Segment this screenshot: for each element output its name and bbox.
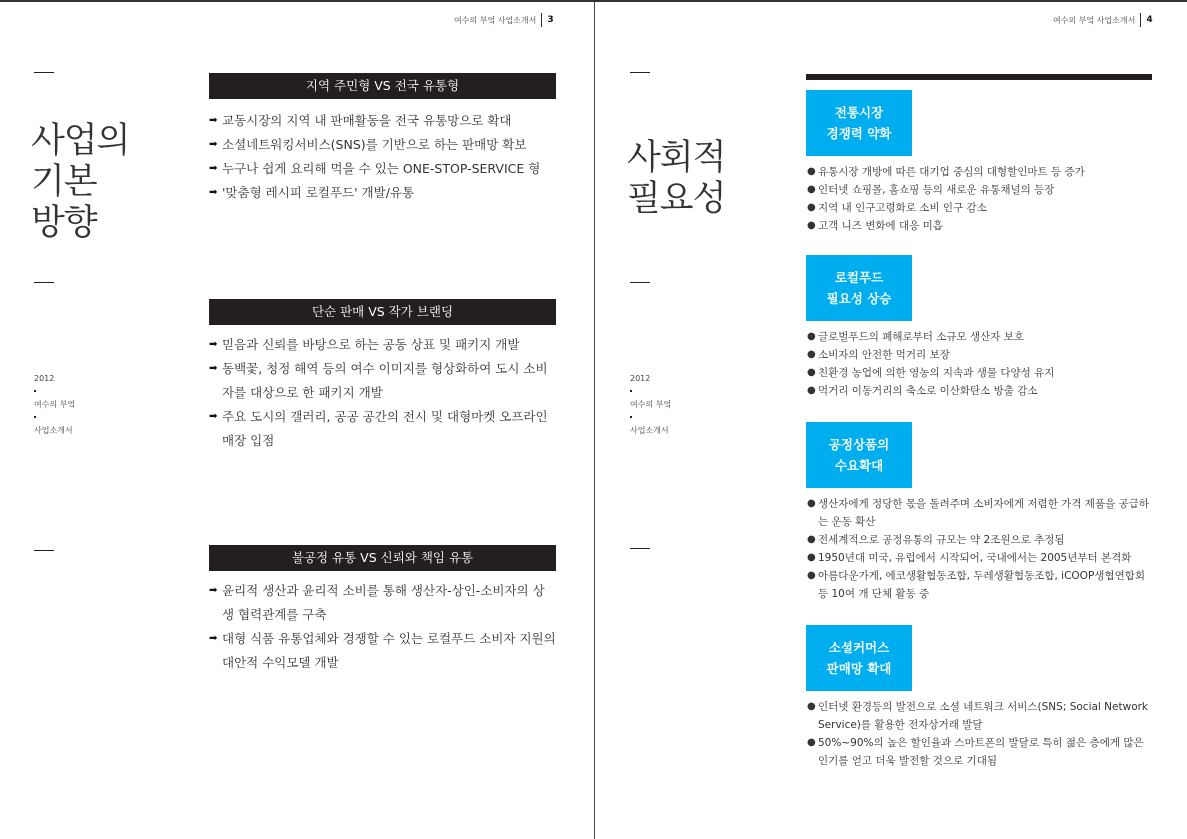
list-item: ➡ 대형 식품 유통업체와 경쟁할 수 있는 로컬푸드 소비자 지원의 대안적 수익모델 개발 bbox=[209, 627, 556, 675]
top-rule bbox=[0, 0, 594, 2]
section-heading-bar: 지역 주민형 VS 전국 유통형 bbox=[209, 73, 556, 99]
page-header bbox=[454, 13, 554, 27]
topic-box bbox=[806, 90, 912, 156]
bullet-icon: ● bbox=[807, 331, 816, 342]
arrow-icon: ➡ bbox=[209, 115, 218, 126]
bullet-icon: ● bbox=[807, 385, 816, 396]
topic-list bbox=[807, 328, 1152, 400]
meta-name: 여수의 부엌 bbox=[630, 400, 672, 409]
topic-box bbox=[806, 422, 912, 488]
bullet-icon: ● bbox=[807, 184, 816, 195]
list-item: ➡ '맞춤형 레시피 로컬푸드' 개발/유통 bbox=[209, 181, 556, 205]
top-rule bbox=[594, 0, 1187, 2]
arrow-icon: ➡ bbox=[209, 187, 218, 198]
list-item: ➡ 교동시장의 지역 내 판매활동을 전국 유통망으로 확대 bbox=[209, 109, 556, 133]
page-title: 사업의 기본 방향 bbox=[31, 121, 130, 243]
meta-dot bbox=[34, 390, 36, 392]
list-item: ➡ 윤리적 생산과 윤리적 소비를 통해 생산자-상인-소비자의 상생 협력관계를 구축 bbox=[209, 579, 556, 627]
bullet-icon: ● bbox=[807, 534, 816, 545]
section-dash bbox=[630, 282, 650, 283]
list-item: ● 아름다운가게, 에코생활협동조합, 두레생활협동조합, iCOOP생협연합회 등 10여 개 단체 활동 중 bbox=[807, 567, 1152, 603]
list-item: ● 먹거리 이동거리의 축소로 이산화탄소 방출 감소 bbox=[807, 382, 1152, 400]
section-heading-bar: 단순 판매 VS 작가 브랜딩 bbox=[209, 299, 556, 325]
top-black-bar bbox=[806, 74, 1152, 80]
meta-doc: 사업소개서 bbox=[34, 426, 73, 435]
section-heading-bar: 불공정 유통 VS 신뢰와 책임 유통 bbox=[209, 545, 556, 571]
bullet-icon: ● bbox=[807, 166, 816, 177]
arrow-icon: ➡ bbox=[209, 163, 218, 174]
topic-box-line: 경쟁력 약화 bbox=[826, 126, 892, 141]
meta-year: 2012 bbox=[630, 374, 651, 383]
section-list bbox=[209, 333, 556, 453]
topic-box-line: 소셜커머스 bbox=[828, 640, 890, 655]
header-text: 여수의 부엌 사업소개서 bbox=[454, 15, 537, 25]
section-dash bbox=[34, 282, 54, 283]
topic-list bbox=[807, 698, 1152, 770]
meta-year: 2012 bbox=[34, 374, 55, 383]
list-item: ● 유통시장 개방에 따른 대기업 중심의 대형할인마트 등 증가 bbox=[807, 163, 1152, 181]
list-item: ● 고객 니즈 변화에 대응 미흡 bbox=[807, 217, 1152, 235]
list-item: ● 인터넷 쇼핑몰, 홈쇼핑 등의 새로운 유통채널의 등장 bbox=[807, 181, 1152, 199]
list-item: ➡ 누구나 쉽게 요리해 먹을 수 있는 ONE-STOP-SERVICE 형 bbox=[209, 157, 556, 181]
meta-name: 여수의 부엌 bbox=[34, 400, 76, 409]
list-item: ● 1950년대 미국, 유럽에서 시작되어, 국내에서는 2005년부터 본격화 bbox=[807, 549, 1152, 567]
arrow-icon: ➡ bbox=[209, 411, 218, 422]
topic-box-line: 전통시장 bbox=[834, 105, 884, 120]
list-item: ➡ 동백꽃, 청정 해역 등의 여수 이미지를 형상화하여 도시 소비자를 대상으로 한 패키지 개발 bbox=[209, 357, 556, 405]
bullet-icon: ● bbox=[807, 367, 816, 378]
bullet-icon: ● bbox=[807, 552, 816, 563]
bullet-icon: ● bbox=[807, 737, 816, 748]
list-item: ● 50%~90%의 높은 할인율과 스마트폰의 발달로 특히 젊은 층에게 많은 인기를 얻고 더욱 발전할 것으로 기대됨 bbox=[807, 734, 1152, 770]
topic-list bbox=[807, 163, 1152, 235]
bullet-icon: ● bbox=[807, 498, 816, 509]
topic-box-line: 판매망 확대 bbox=[826, 661, 892, 676]
topic-box-line: 공정상품의 bbox=[828, 437, 890, 452]
list-item: ➡ 소셜네트워킹서비스(SNS)를 기반으로 하는 판매망 확보 bbox=[209, 133, 556, 157]
list-item: ● 인터넷 환경등의 발전으로 소셜 네트워크 서비스(SNS; Social Network Service)를 활용한 전자상거래 발달 bbox=[807, 698, 1152, 734]
right-page bbox=[594, 0, 1187, 839]
bullet-icon: ● bbox=[807, 349, 816, 360]
section-list bbox=[209, 579, 556, 675]
header-separator bbox=[1140, 13, 1141, 27]
section-dash bbox=[34, 72, 54, 73]
arrow-icon: ➡ bbox=[209, 633, 218, 644]
section-dash bbox=[630, 72, 650, 73]
meta-dot bbox=[630, 416, 632, 418]
meta-block bbox=[630, 374, 671, 436]
list-item: ➡ 믿음과 신뢰를 바탕으로 하는 공동 상표 및 패키지 개발 bbox=[209, 333, 556, 357]
header-text: 여수의 부엌 사업소개서 bbox=[1053, 15, 1136, 25]
list-item: ● 생산자에게 정당한 몫을 돌려주며 소비자에게 저렴한 가격 제품을 공급하는 운동 확산 bbox=[807, 495, 1152, 531]
bullet-icon: ● bbox=[807, 202, 816, 213]
topic-box-line: 필요성 상승 bbox=[826, 291, 892, 306]
topic-box bbox=[806, 255, 912, 321]
section-dash bbox=[630, 548, 650, 549]
arrow-icon: ➡ bbox=[209, 363, 218, 374]
list-item: ● 소비자의 안전한 먹거리 보장 bbox=[807, 346, 1152, 364]
page-header bbox=[1053, 13, 1153, 27]
topic-list bbox=[807, 495, 1152, 603]
list-item: ➡ 주요 도시의 갤러리, 공공 공간의 전시 및 대형마켓 오프라인 매장 입점 bbox=[209, 405, 556, 453]
list-item: ● 지역 내 인구고령화로 소비 인구 감소 bbox=[807, 199, 1152, 217]
header-separator bbox=[541, 13, 542, 27]
page-title: 사회적 필요성 bbox=[627, 138, 726, 219]
arrow-icon: ➡ bbox=[209, 139, 218, 150]
topic-box bbox=[806, 625, 912, 691]
list-item: ● 친환경 농업에 의한 영농의 지속과 생물 다양성 유지 bbox=[807, 364, 1152, 382]
meta-block bbox=[34, 374, 75, 436]
section-dash bbox=[34, 550, 54, 551]
page-number: 3 bbox=[547, 15, 554, 25]
section-list bbox=[209, 109, 556, 205]
bullet-icon: ● bbox=[807, 570, 816, 581]
list-item: ● 전세계적으로 공정유통의 규모는 약 2조원으로 추정됨 bbox=[807, 531, 1152, 549]
topic-box-line: 로컬푸드 bbox=[834, 270, 884, 285]
bullet-icon: ● bbox=[807, 220, 816, 231]
topic-box-line: 수요확대 bbox=[834, 458, 884, 473]
meta-dot bbox=[630, 390, 632, 392]
bullet-icon: ● bbox=[807, 701, 816, 712]
page-number: 4 bbox=[1146, 15, 1153, 25]
meta-doc: 사업소개서 bbox=[630, 426, 669, 435]
arrow-icon: ➡ bbox=[209, 339, 218, 350]
arrow-icon: ➡ bbox=[209, 585, 218, 596]
list-item: ● 글로벌푸드의 폐해로부터 소규모 생산자 보호 bbox=[807, 328, 1152, 346]
meta-dot bbox=[34, 416, 36, 418]
